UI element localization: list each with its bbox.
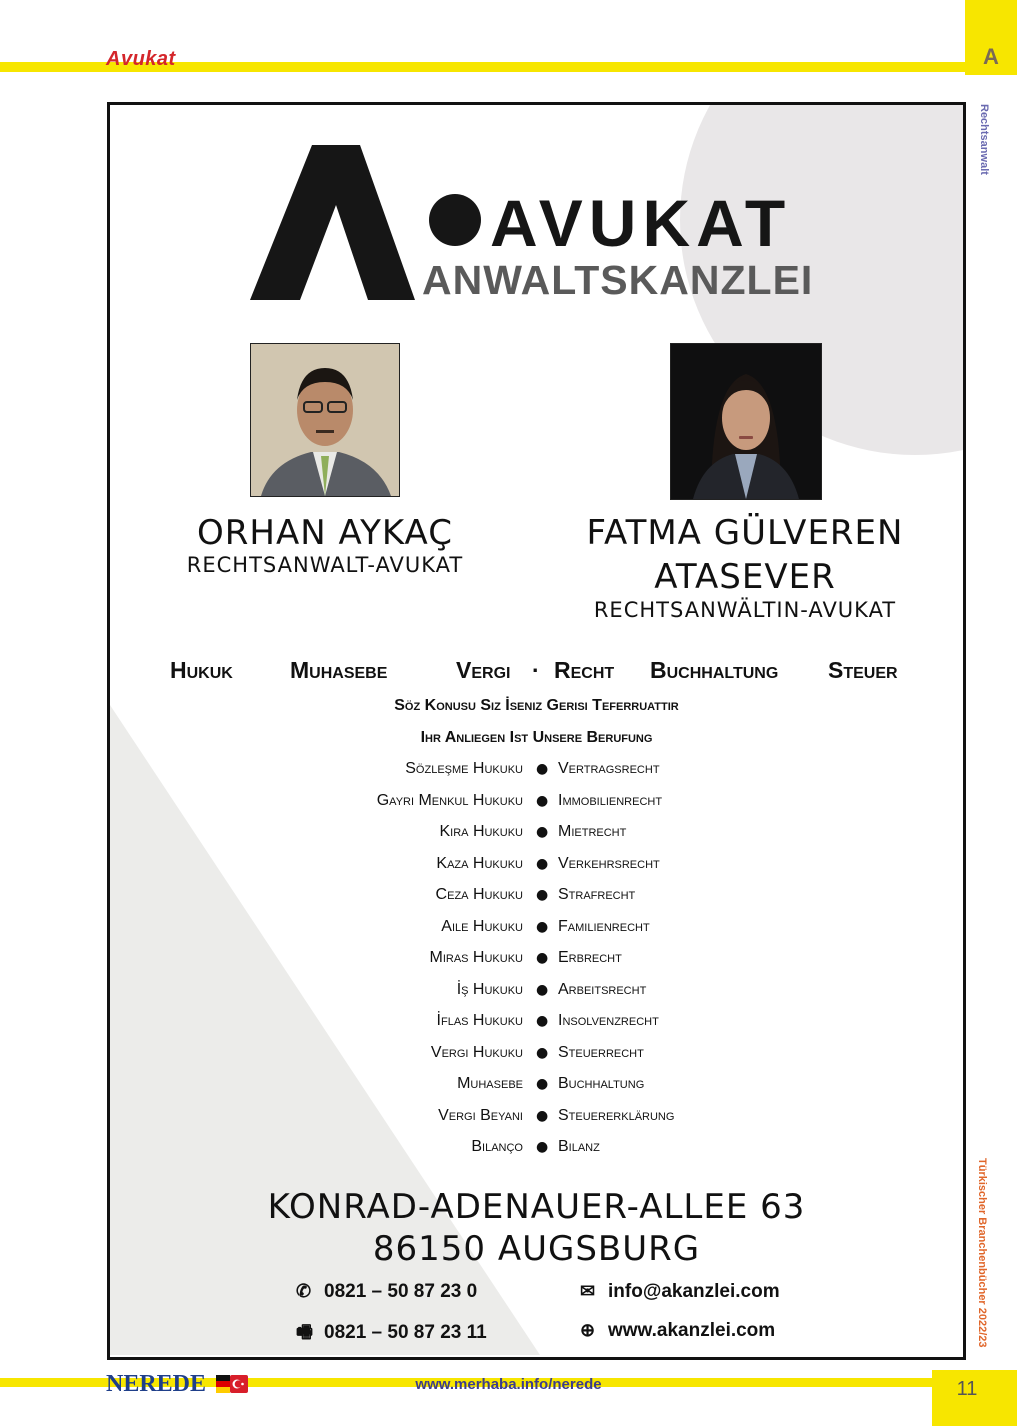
law-area-de: Immobilienrecht <box>558 791 663 809</box>
law-areas-list <box>110 760 963 1170</box>
service-vergi: Vergi <box>456 657 511 683</box>
law-area-tr: Kaza Hukuku <box>436 854 523 872</box>
bullet-icon: ● <box>536 1107 549 1124</box>
law-area-de: Familienrecht <box>558 917 650 935</box>
logo-brand: AVUKAT <box>490 186 792 260</box>
phone-icon: ✆ <box>296 1281 312 1301</box>
logo-dot-icon <box>428 193 482 247</box>
list-item <box>110 981 963 1013</box>
footer-url[interactable]: www.merhaba.info/nerede <box>415 1376 602 1393</box>
law-area-tr: Kira Hukuku <box>439 823 523 840</box>
contact-email <box>580 1281 780 1303</box>
person-name-line-1: FATMA GÜLVEREN <box>586 513 904 553</box>
law-area-de: Steuererklärung <box>558 1106 675 1124</box>
law-area-de: Strafrecht <box>558 886 636 903</box>
list-item <box>110 949 963 981</box>
law-area-de: Steuerrecht <box>558 1043 644 1061</box>
person-name: ORHAN AYKAÇ <box>197 513 453 553</box>
photo-orhan-aykac <box>250 343 400 497</box>
bullet-icon: ● <box>536 1076 549 1092</box>
fax-icon: 🖷 <box>296 1322 313 1342</box>
address-city: 86150 AUGSBURG <box>372 1229 701 1269</box>
section-letter: A <box>983 44 999 69</box>
list-item <box>110 1107 963 1139</box>
law-area-de: Buchhaltung <box>558 1075 645 1092</box>
list-item <box>110 918 963 950</box>
law-area-tr: Vergi Hukuku <box>430 1043 523 1061</box>
contact-phone <box>296 1281 477 1303</box>
bullet-icon: ● <box>536 1044 549 1061</box>
law-area-de: Bilanz <box>558 1138 600 1155</box>
law-area-tr: Aile Hukuku <box>441 917 523 935</box>
service-muhasebe: Muhasebe <box>290 657 388 683</box>
law-area-de: Insolvenzrecht <box>558 1012 659 1029</box>
law-area-tr: Miras Hukuku <box>429 949 523 966</box>
fax-number[interactable]: 0821 – 50 87 23 11 <box>324 1322 487 1343</box>
germany-flag-icon <box>216 1375 230 1393</box>
list-item <box>110 1044 963 1076</box>
website-link[interactable]: www.akanzlei.com <box>608 1320 776 1341</box>
side-category-label: Rechtsanwalt <box>978 104 990 175</box>
page-number: 11 <box>956 1378 978 1400</box>
law-area-de: Mietrecht <box>558 823 627 840</box>
list-item <box>110 1075 963 1107</box>
list-item <box>110 886 963 918</box>
contact-fax <box>296 1320 487 1350</box>
bullet-icon: ● <box>536 887 549 903</box>
bullet-icon: ● <box>536 792 549 809</box>
law-area-de: Verkehrsrecht <box>558 854 660 872</box>
law-area-tr: Ceza Hukuku <box>435 886 523 903</box>
law-area-tr: İş Hukuku <box>456 980 523 998</box>
person-role: RECHTSANWÄLTIN-AVUKAT <box>593 598 897 622</box>
bullet-icon: ● <box>536 855 549 872</box>
address-street: KONRAD-ADENAUER-ALLEE 63 <box>267 1187 806 1227</box>
logo-a-mark <box>250 145 420 305</box>
email-link[interactable]: info@akanzlei.com <box>608 1281 780 1302</box>
service-buchhaltung: Buchhaltung <box>650 657 779 683</box>
service-steuer: Steuer <box>828 657 898 683</box>
slogan-german: Ihr Anliegen Ist Unsere Berufung <box>420 729 653 746</box>
list-item <box>110 1138 963 1170</box>
bullet-icon: ● <box>536 981 549 998</box>
service-hukuk: Hukuk <box>170 657 233 683</box>
list-item <box>110 855 963 887</box>
bullet-icon: ● <box>536 950 549 966</box>
law-area-de: Erbrecht <box>558 949 622 966</box>
law-area-tr: Vergi Beyani <box>438 1106 523 1124</box>
law-area-tr: Bilanço <box>471 1138 523 1155</box>
bullet-icon: ● <box>536 918 549 935</box>
footer-logo: NEREDE <box>106 1371 207 1397</box>
law-area-tr: Sözleşme Hukuku <box>405 760 523 777</box>
slogan-turkish: Söz Konusu Siz İseniz Gerisi Teferruattir <box>394 697 679 714</box>
bullet-icon: ● <box>536 761 549 777</box>
phone-number[interactable]: 0821 – 50 87 23 0 <box>324 1281 478 1302</box>
list-item <box>110 823 963 855</box>
service-recht: Recht <box>554 657 615 683</box>
law-area-tr: Gayri Menkul Hukuku <box>376 791 523 809</box>
logo-subtitle: ANWALTSKANZLEI <box>422 257 814 303</box>
list-item <box>110 1012 963 1044</box>
side-publication-label: Türkischer Branchenbücher 2022/23 <box>976 1158 988 1348</box>
law-area-de: Arbeitsrecht <box>558 980 647 998</box>
bullet-icon: ● <box>536 824 549 840</box>
list-item <box>110 760 963 792</box>
person-name-line-2: ATASEVER <box>654 557 836 597</box>
person-role: RECHTSANWALT-AVUKAT <box>186 553 464 577</box>
law-area-de: Vertragsrecht <box>558 760 660 777</box>
turkey-flag-icon <box>230 1375 248 1393</box>
bullet-icon: ● <box>536 1139 549 1155</box>
law-area-tr: İflas Hukuku <box>436 1012 523 1029</box>
globe-icon: ⊕ <box>580 1320 596 1340</box>
list-item <box>110 792 963 824</box>
service-separator: · <box>532 657 540 683</box>
bullet-icon: ● <box>536 1013 549 1029</box>
section-title: Avukat <box>106 48 176 70</box>
envelope-icon: ✉ <box>580 1281 596 1301</box>
photo-fatma-gulveren-atasever <box>670 343 822 500</box>
contact-web <box>580 1320 775 1342</box>
law-area-tr: Muhasebe <box>457 1075 523 1092</box>
advertisement-frame <box>107 102 966 1360</box>
